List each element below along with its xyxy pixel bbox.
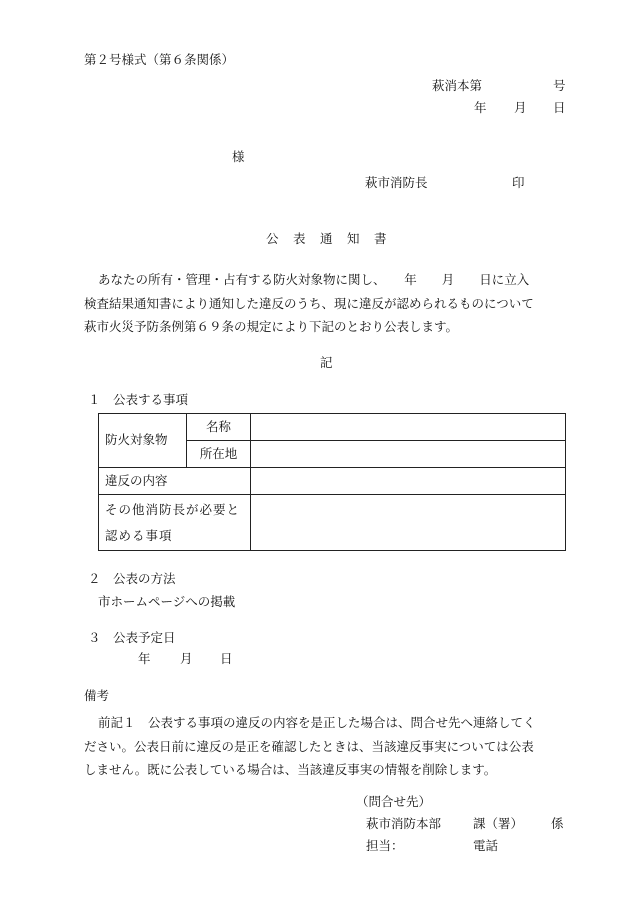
- contact-heading: （問合せ先）: [356, 794, 432, 809]
- body-line-1: あなたの所有・管理・占有する防火対象物に関し、 年 月 日に立入: [98, 272, 530, 287]
- contact-phone-label: 電話: [473, 838, 499, 853]
- issue-date-year: 年: [474, 100, 487, 115]
- other-matters-label-line2: 認める事項: [105, 527, 173, 543]
- contact-unit: 係: [551, 816, 564, 831]
- body-line-2: 検査結果通知書により通知した違反のうち、現に違反が認められるものについて: [84, 295, 534, 311]
- other-matters-label: [99, 495, 251, 551]
- property-label: 防火対象物: [99, 414, 187, 468]
- contact-section: 課（署）: [473, 816, 524, 831]
- form-label: 第２号様式（第６条関係）: [84, 52, 235, 67]
- sender-seal: 印: [512, 175, 525, 190]
- name-label: 名称: [187, 414, 251, 441]
- section2-content: 市ホームページへの掲載: [98, 594, 236, 609]
- other-matters-value: [251, 495, 566, 551]
- remarks-line-3: しません。既に公表している場合は、当該違反事実の情報を削除します。: [84, 762, 497, 777]
- document-title: 公 表 通 知 書: [266, 231, 388, 246]
- ki-heading: 記: [320, 355, 333, 370]
- address-label: 所在地: [187, 441, 251, 468]
- remarks-heading: 備考: [84, 688, 110, 703]
- other-matters-label-line1: その他消防長が必要と: [105, 501, 241, 517]
- issue-date-month: 月: [514, 100, 527, 115]
- contact-person-label: 担当：: [366, 838, 404, 853]
- doc-number-suffix: 号: [553, 78, 566, 93]
- doc-number-prefix: 萩消本第: [432, 78, 483, 93]
- body-line-3: 萩市火災予防条例第６９条の規定により下記のとおり公表します。: [84, 319, 459, 334]
- name-value: [251, 414, 566, 441]
- issue-date-day: 日: [553, 100, 566, 115]
- remarks-line-1: 前記１ 公表する事項の違反の内容を是正した場合は、問合せ先へ連絡してく: [98, 715, 536, 730]
- disclosure-table: [98, 413, 566, 551]
- remarks-paragraph: [84, 711, 568, 782]
- section3-heading: ３ 公表予定日: [88, 630, 176, 645]
- address-value: [251, 441, 566, 468]
- sender-title: 萩市消防長: [365, 175, 428, 190]
- remarks-line-2: ださい。公表日前に違反の是正を確認したときは、当該違反事実については公表: [84, 738, 534, 754]
- violation-value: [251, 468, 566, 495]
- section2-heading: ２ 公表の方法: [88, 571, 176, 586]
- scheduled-date-year: 年: [138, 651, 151, 666]
- scheduled-date-month: 月: [180, 651, 193, 666]
- contact-department: 萩市消防本部: [366, 816, 442, 831]
- body-paragraph: [84, 268, 568, 339]
- addressee-honorific: 様: [232, 149, 245, 164]
- scheduled-date-day: 日: [220, 651, 233, 666]
- section1-heading: １ 公表する事項: [88, 392, 189, 407]
- violation-label: 違反の内容: [99, 468, 251, 495]
